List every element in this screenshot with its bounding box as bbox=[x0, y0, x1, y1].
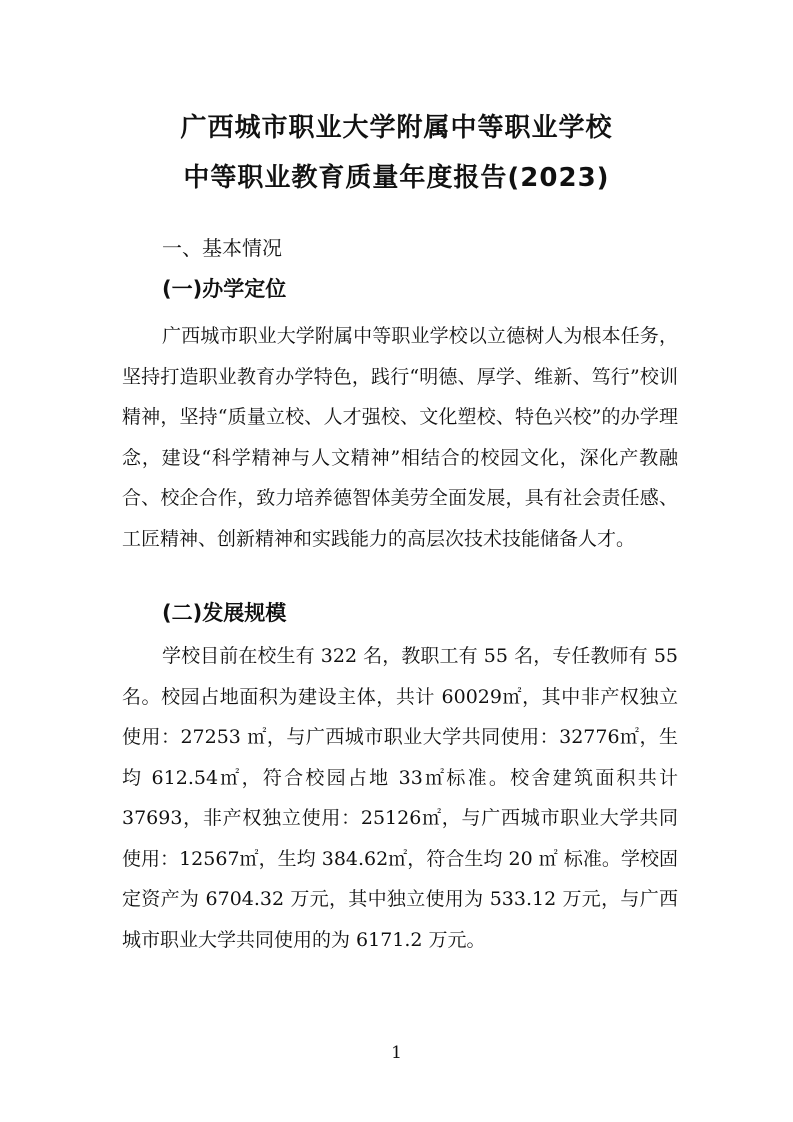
subsection-heading-scale: (二)发展规模 bbox=[162, 601, 287, 625]
paragraph-scale: 学校目前在校生有 322 名，教职工有 55 名，专任教师有 55 名。校园占地面积为建设主体，共计 60029㎡，其中非产权独立使用：27253 ㎡，与广西城市职业大学共同使用：32776㎡，生均 612.54㎡，符合校园占地 33㎡标准。校舍建筑面积共计 37693，非产权独立使用：25126㎡，与广西城市职业大学共同使用：12567㎡，生均 384.62㎡，符合生均 20 ㎡ 标准。学校固定资产为 6704.32 万元，其中独立使用为 533.12 万元，与广西城市职业大学共同使用的为 6171.2 万元。 bbox=[122, 645, 678, 951]
report-title-line-2: 中等职业教育质量年度报告(2023) bbox=[183, 163, 610, 193]
paragraph-positioning: 广西城市职业大学附属中等职业学校以立德树人为根本任务，坚持打造职业教育办学特色，践行“明德、厚学、维新、笃行”校训精神，坚持“质量立校、人才强校、文化塑校、特色兴校”的办学理念，建设“科学精神与人文精神”相结合的校园文化，深化产教融合、校企合作，致力培养德智体美劳全面发展，具有社会责任感、工匠精神、创新精神和实践能力的高层次技术技能储备人才。 bbox=[122, 325, 678, 550]
section-heading-basic-info: 一、基本情况 bbox=[162, 236, 282, 260]
report-title-line-1: 广西城市职业大学附属中等职业学校 bbox=[180, 113, 613, 143]
subsection-heading-positioning: (一)办学定位 bbox=[162, 277, 287, 301]
page-number: 1 bbox=[391, 1043, 402, 1063]
